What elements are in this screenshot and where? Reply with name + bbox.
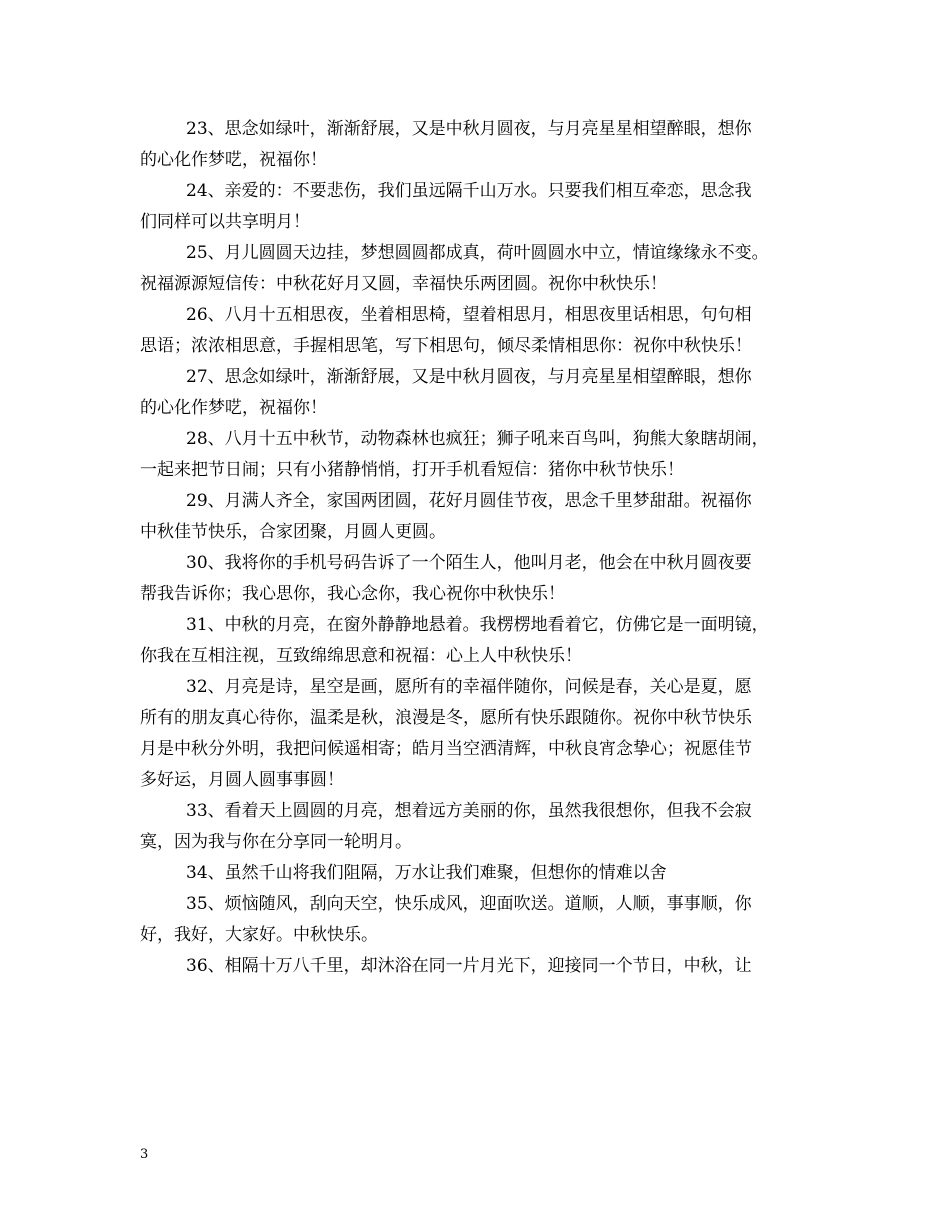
paragraph-first-line: 35、烦恼随风，刮向天空，快乐成风，迎面吹送。道顺，人顺，事事顺，你 bbox=[186, 894, 752, 914]
paragraph-first-line: 32、月亮是诗，星空是画，愿所有的幸福伴随你，问候是春，关心是夏，愿 bbox=[186, 677, 752, 697]
paragraph-first-line: 28、八月十五中秋节，动物森林也疯狂；狮子吼来百鸟叫，狗熊大象瞎胡闹， bbox=[186, 429, 769, 449]
paragraph-continuation-line: 月是中秋分外明，我把问候遥相寄；皓月当空洒清辉，中秋良宵念挚心；祝愿佳节 bbox=[140, 739, 752, 759]
paragraph-continuation-line: 的心化作梦呓，祝福你！ bbox=[140, 398, 327, 418]
paragraph-continuation-line: 多好运，月圆人圆事事圆！ bbox=[140, 770, 344, 790]
paragraph-continuation-line: 你我在互相注视，互致绵绵思意和祝福：心上人中秋快乐！ bbox=[140, 646, 582, 666]
paragraph-first-line: 36、相隔十万八千里，却沐浴在同一片月光下，迎接同一个节日，中秋，让 bbox=[186, 956, 752, 976]
paragraph-first-line: 25、月儿圆圆天边挂，梦想圆圆都成真，荷叶圆圆水中立，情谊缘缘永不变。 bbox=[186, 243, 769, 263]
paragraph-continuation-line: 的心化作梦呓，祝福你！ bbox=[140, 150, 327, 170]
paragraph-first-line: 34、虽然千山将我们阻隔，万水让我们难聚，但想你的情难以舍 bbox=[186, 863, 667, 883]
paragraph-first-line: 33、看着天上圆圆的月亮，想着远方美丽的你，虽然我很想你，但我不会寂 bbox=[186, 801, 752, 821]
paragraph-continuation-line: 一起来把节日闹；只有小猪静悄悄，打开手机看短信：猪你中秋节快乐！ bbox=[140, 460, 684, 480]
paragraph-continuation-line: 寞，因为我与你在分享同一轮明月。 bbox=[140, 832, 412, 852]
paragraph-first-line: 30、我将你的手机号码告诉了一个陌生人，他叫月老，他会在中秋月圆夜要 bbox=[186, 553, 752, 573]
paragraph-continuation-line: 所有的朋友真心待你，温柔是秋，浪漫是冬，愿所有快乐跟随你。祝你中秋节快乐 bbox=[140, 708, 752, 728]
paragraph-first-line: 24、亲爱的：不要悲伤，我们虽远隔千山万水。只要我们相互牵恋，思念我 bbox=[186, 181, 752, 201]
paragraph-continuation-line: 中秋佳节快乐，合家团聚，月圆人更圆。 bbox=[140, 522, 446, 542]
paragraph-first-line: 31、中秋的月亮，在窗外静静地悬着。我楞楞地看着它，仿佛它是一面明镜， bbox=[186, 615, 769, 635]
page-number: 3 bbox=[140, 1147, 149, 1162]
paragraph-continuation-line: 思语；浓浓相思意，手握相思笔，写下相思句，倾尽柔情相思你：祝你中秋快乐！ bbox=[140, 336, 752, 356]
document-body bbox=[140, 114, 830, 982]
paragraph-continuation-line: 们同样可以共享明月！ bbox=[140, 212, 310, 232]
paragraph-first-line: 29、月满人齐全，家国两团圆，花好月圆佳节夜，思念千里梦甜甜。祝福你 bbox=[186, 491, 752, 511]
paragraph-first-line: 23、思念如绿叶，渐渐舒展，又是中秋月圆夜，与月亮星星相望醉眼，想你 bbox=[186, 119, 752, 139]
paragraph-continuation-line: 帮我告诉你；我心思你，我心念你，我心祝你中秋快乐！ bbox=[140, 584, 565, 604]
paragraph-first-line: 26、八月十五相思夜，坐着相思椅，望着相思月，相思夜里话相思，句句相 bbox=[186, 305, 752, 325]
paragraph-continuation-line: 好，我好，大家好。中秋快乐。 bbox=[140, 925, 378, 945]
paragraph-first-line: 27、思念如绿叶，渐渐舒展，又是中秋月圆夜，与月亮星星相望醉眼，想你 bbox=[186, 367, 752, 387]
paragraph-continuation-line: 祝福源源短信传：中秋花好月又圆，幸福快乐两团圆。祝你中秋快乐！ bbox=[140, 274, 667, 294]
